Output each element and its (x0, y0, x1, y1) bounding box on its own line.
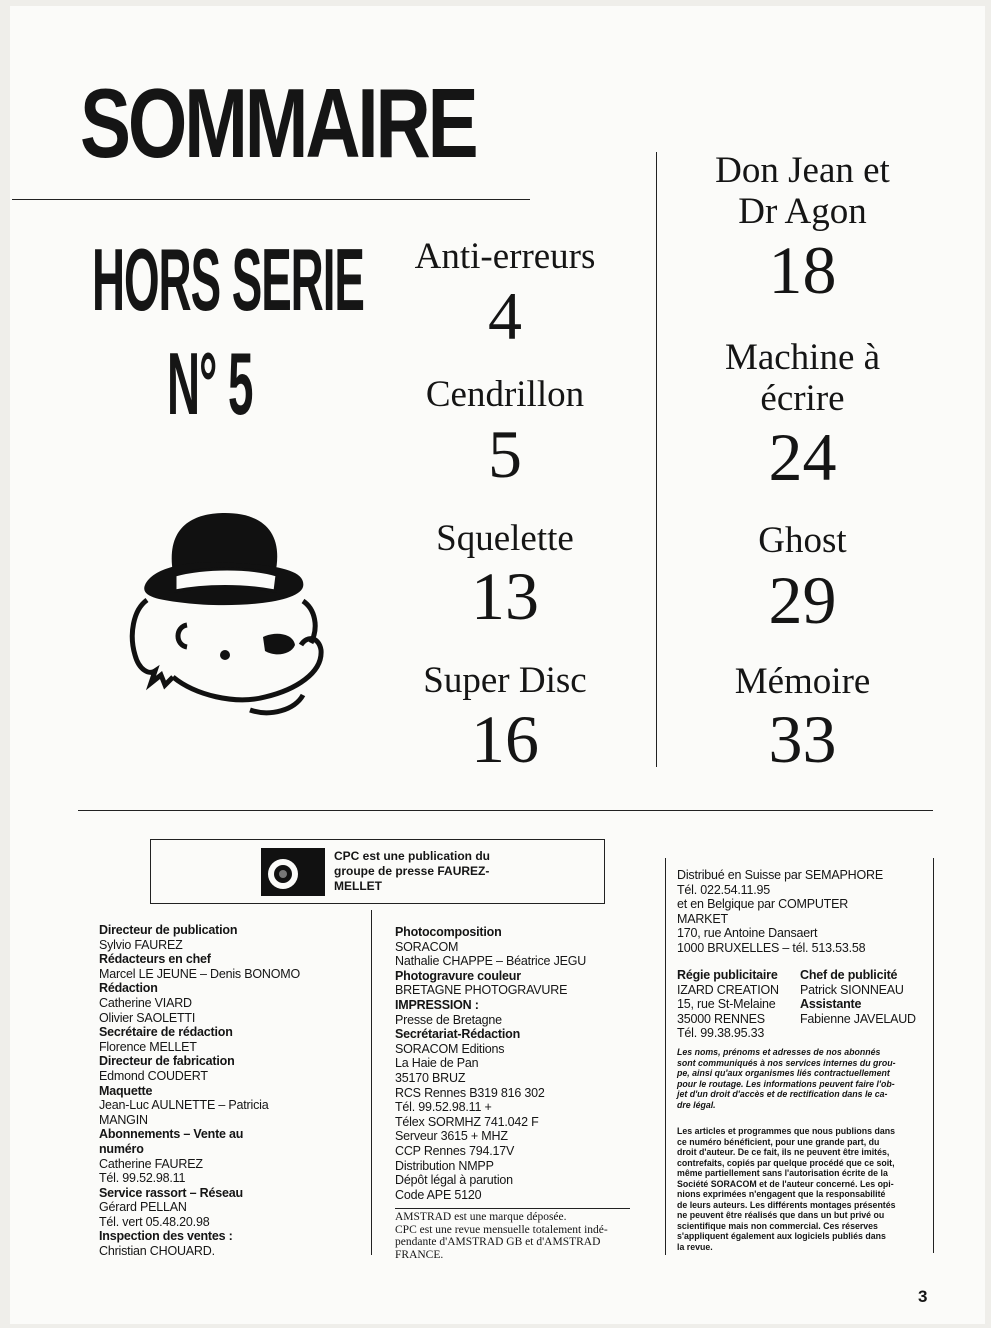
credit-label: Photocomposition (395, 925, 502, 939)
chef-pub-block (800, 968, 930, 1026)
credit-label: Rédacteurs en chef (99, 952, 211, 967)
assistant-value: Fabienne JAVELAUD (800, 1011, 916, 1026)
section-rule (78, 810, 933, 811)
credit-label: Abonnements – Vente au (99, 1127, 244, 1142)
distribution-block (677, 868, 927, 956)
credit-value: Catherine FAUREZ (99, 1156, 203, 1171)
credit-value: Nathalie CHAPPE – Béatrice JEGU (395, 954, 587, 969)
privacy-notice (677, 1047, 925, 1110)
eye-logo-icon (261, 848, 325, 896)
credit-value: Sylvio FAUREZ (99, 937, 183, 952)
credit-value: Tél. 99.52.98.11 + (395, 1100, 492, 1115)
publisher-text: CPC est une publication du groupe de presse FAUREZ-MELLET (334, 849, 491, 893)
credit-value: Tél. vert 05.48.20.98 (99, 1214, 210, 1229)
credit-label: Service rassort – Réseau (99, 1185, 243, 1200)
credit-label: Secrétariat-Rédaction (395, 1027, 521, 1042)
toc-page-cendrillon: 5 (488, 416, 522, 492)
legal-line: s'appliquent également aux logiciels publiés dans (677, 1231, 886, 1241)
credit-label: numéro (99, 1141, 144, 1156)
toc-title-squelette: Squelette (436, 518, 574, 559)
credit-label: Maquette (99, 1083, 153, 1098)
title-rule (12, 199, 530, 200)
credit-label: IMPRESSION : (395, 997, 479, 1012)
legal-line: droit d'auteur. De ce fait, ils ne peuvent être imités, (677, 1147, 890, 1157)
credit-value: MANGIN (99, 1112, 148, 1127)
credit-value: Christian CHOUARD. (99, 1244, 215, 1259)
toc-page-super-disc: 16 (471, 701, 539, 777)
credit-label: Directeur de fabrication (99, 1054, 235, 1069)
distribution-line: MARKET (677, 911, 728, 926)
credit-value: La Haie de Pan (395, 1056, 479, 1071)
credit-value: Gérard PELLAN (99, 1200, 187, 1215)
legal-line: jet d'un droit d'accès et de rectification dans le ca- (677, 1089, 888, 1099)
regie-line: 15, rue St-Melaine (677, 997, 776, 1012)
credit-label: Photogravure couleur (395, 968, 521, 983)
credit-value: Presse de Bretagne (395, 1012, 502, 1027)
credits-column-1 (99, 923, 364, 1259)
publisher-logo (261, 848, 325, 896)
credit-value: Serveur 3615 + MHZ (395, 1129, 508, 1144)
legal-line: pe, ainsi qu'aux organismes liés contractuellement (677, 1068, 890, 1078)
legal-line: Les articles et programmes que nous publions dans (677, 1126, 896, 1136)
credits-divider-3 (933, 858, 934, 1253)
chef-pub-value: Patrick SIONNEAU (800, 982, 904, 997)
legal-line: contrefaits, copiés par quelque procédé que ce soit, (677, 1157, 895, 1168)
legal-line: dre légal. (677, 1099, 716, 1110)
credit-value: Edmond COUDERT (99, 1068, 208, 1083)
credit-value: SORACOM Editions (395, 1041, 505, 1056)
note-line: AMSTRAD est une marque déposée. (395, 1211, 567, 1223)
legal-line: scientifique mais non commercial. Ces réserves (677, 1220, 878, 1231)
toc-title-ghost: Ghost (758, 520, 847, 561)
distribution-line: Tél. 022.54.11.95 (677, 882, 770, 897)
toc-title-machine-l2: écrire (760, 378, 845, 419)
legal-line: la revue. (677, 1241, 713, 1252)
legal-line: Société SORACOM et de l'auteur concerné. Les opi- (677, 1178, 894, 1189)
credit-value: Tél. 99.52.98.11 (99, 1171, 186, 1186)
amstrad-note-rule (395, 1208, 630, 1209)
credit-value: CCP Rennes 794.17V (395, 1143, 515, 1158)
credit-label: Directeur de publication (99, 923, 238, 937)
toc-title-don-jean-l1: Don Jean et (715, 150, 890, 191)
distribution-line: et en Belgique par COMPUTER (677, 897, 849, 912)
credit-label: Secrétaire de rédaction (99, 1025, 233, 1040)
credits-column-2 (395, 925, 657, 1202)
toc-title-anti-erreurs: Anti-erreurs (414, 236, 596, 277)
credit-value: 35170 BRUZ (395, 1070, 466, 1085)
toc-title-memoire: Mémoire (734, 661, 871, 702)
regie-line: IZARD CREATION (677, 982, 779, 997)
toc-page-don-jean: 18 (768, 232, 837, 308)
toc-page-squelette: 13 (471, 558, 539, 634)
column-divider (656, 152, 657, 767)
regie-line: 35000 RENNES (677, 1011, 765, 1026)
regie-line: Tél. 99.38.95.33 (677, 1026, 765, 1041)
credit-value: BRETAGNE PHOTOGRAVURE (395, 983, 568, 998)
note-line: FRANCE. (395, 1248, 444, 1261)
credit-value: Dépôt légal à parution (395, 1173, 513, 1188)
toc-page-ghost: 29 (768, 562, 837, 638)
toc-page-anti-erreurs: 4 (488, 278, 522, 354)
publisher-box (150, 839, 605, 904)
page-number: 3 (918, 1287, 928, 1306)
distribution-line: Distribué en Suisse par SEMAPHORE (677, 868, 883, 882)
credit-value: Distribution NMPP (395, 1158, 494, 1173)
toc-page-memoire: 33 (768, 701, 837, 777)
distribution-line: 170, rue Antoine Dansaert (677, 926, 818, 941)
regie-block (677, 968, 802, 1041)
legal-line: de leurs auteurs. Les différents montages présentés (677, 1199, 896, 1210)
toc-title-super-disc: Super Disc (423, 660, 587, 701)
credit-value: Jean-Luc AULNETTE – Patricia (99, 1098, 269, 1113)
legal-line: même partiellement sans l'autorisation écrite de la (677, 1168, 888, 1178)
legal-line: pour le routage. Les informations peuvent faire l'ob- (677, 1078, 895, 1089)
assistant-label: Assistante (800, 997, 862, 1012)
issue-series: HORS SERIE (92, 230, 364, 329)
amstrad-note (395, 1211, 640, 1261)
credit-label: Inspection des ventes : (99, 1229, 233, 1244)
legal-line: ce numéro bénéficient, pour une grande part, du (677, 1136, 880, 1147)
distribution-line: 1000 BRUXELLES – tél. 513.53.58 (677, 940, 866, 955)
credit-value: Code APE 5120 (395, 1187, 482, 1202)
note-line: CPC est une revue mensuelle totalement indé- (395, 1223, 608, 1236)
credit-value: Catherine VIARD (99, 995, 192, 1010)
credit-value: Olivier SAOLETTI (99, 1010, 196, 1025)
credit-value: RCS Rennes B319 816 302 (395, 1085, 545, 1100)
credit-label: Rédaction (99, 981, 158, 996)
toc-title-cendrillon: Cendrillon (425, 374, 585, 415)
note-line: pendante d'AMSTRAD GB et d'AMSTRAD (395, 1236, 601, 1248)
credit-value: Télex SORMHZ 741.042 F (395, 1114, 539, 1129)
credit-value: Florence MELLET (99, 1039, 197, 1054)
credit-value: SORACOM (395, 939, 459, 954)
page-title: SOMMAIRE (80, 68, 476, 178)
legal-line: ne peuvent être réalisés que dans un but privé ou (677, 1210, 885, 1220)
bowler-hat-mascot-illustration (125, 505, 330, 720)
regie-label: Régie publicitaire (677, 968, 778, 982)
toc-page-machine: 24 (768, 419, 837, 495)
chef-pub-label: Chef de publicité (800, 968, 898, 982)
copyright-notice (677, 1126, 925, 1252)
toc-title-machine-l1: Machine à (724, 337, 881, 378)
legal-line: nions exprimées n'engagent que la responsabilité (677, 1189, 886, 1199)
credits-divider-2 (665, 858, 666, 1255)
legal-line: Les noms, prénoms et adresses de nos abonnés (677, 1047, 881, 1057)
issue-number: N° 5 (167, 334, 253, 433)
credits-divider-1 (371, 910, 372, 1255)
toc-title-don-jean-l2: Dr Agon (738, 191, 867, 232)
credit-value: Marcel LE JEUNE – Denis BONOMO (99, 966, 300, 981)
legal-line: sont communiqués à nos services internes du grou- (677, 1057, 896, 1068)
